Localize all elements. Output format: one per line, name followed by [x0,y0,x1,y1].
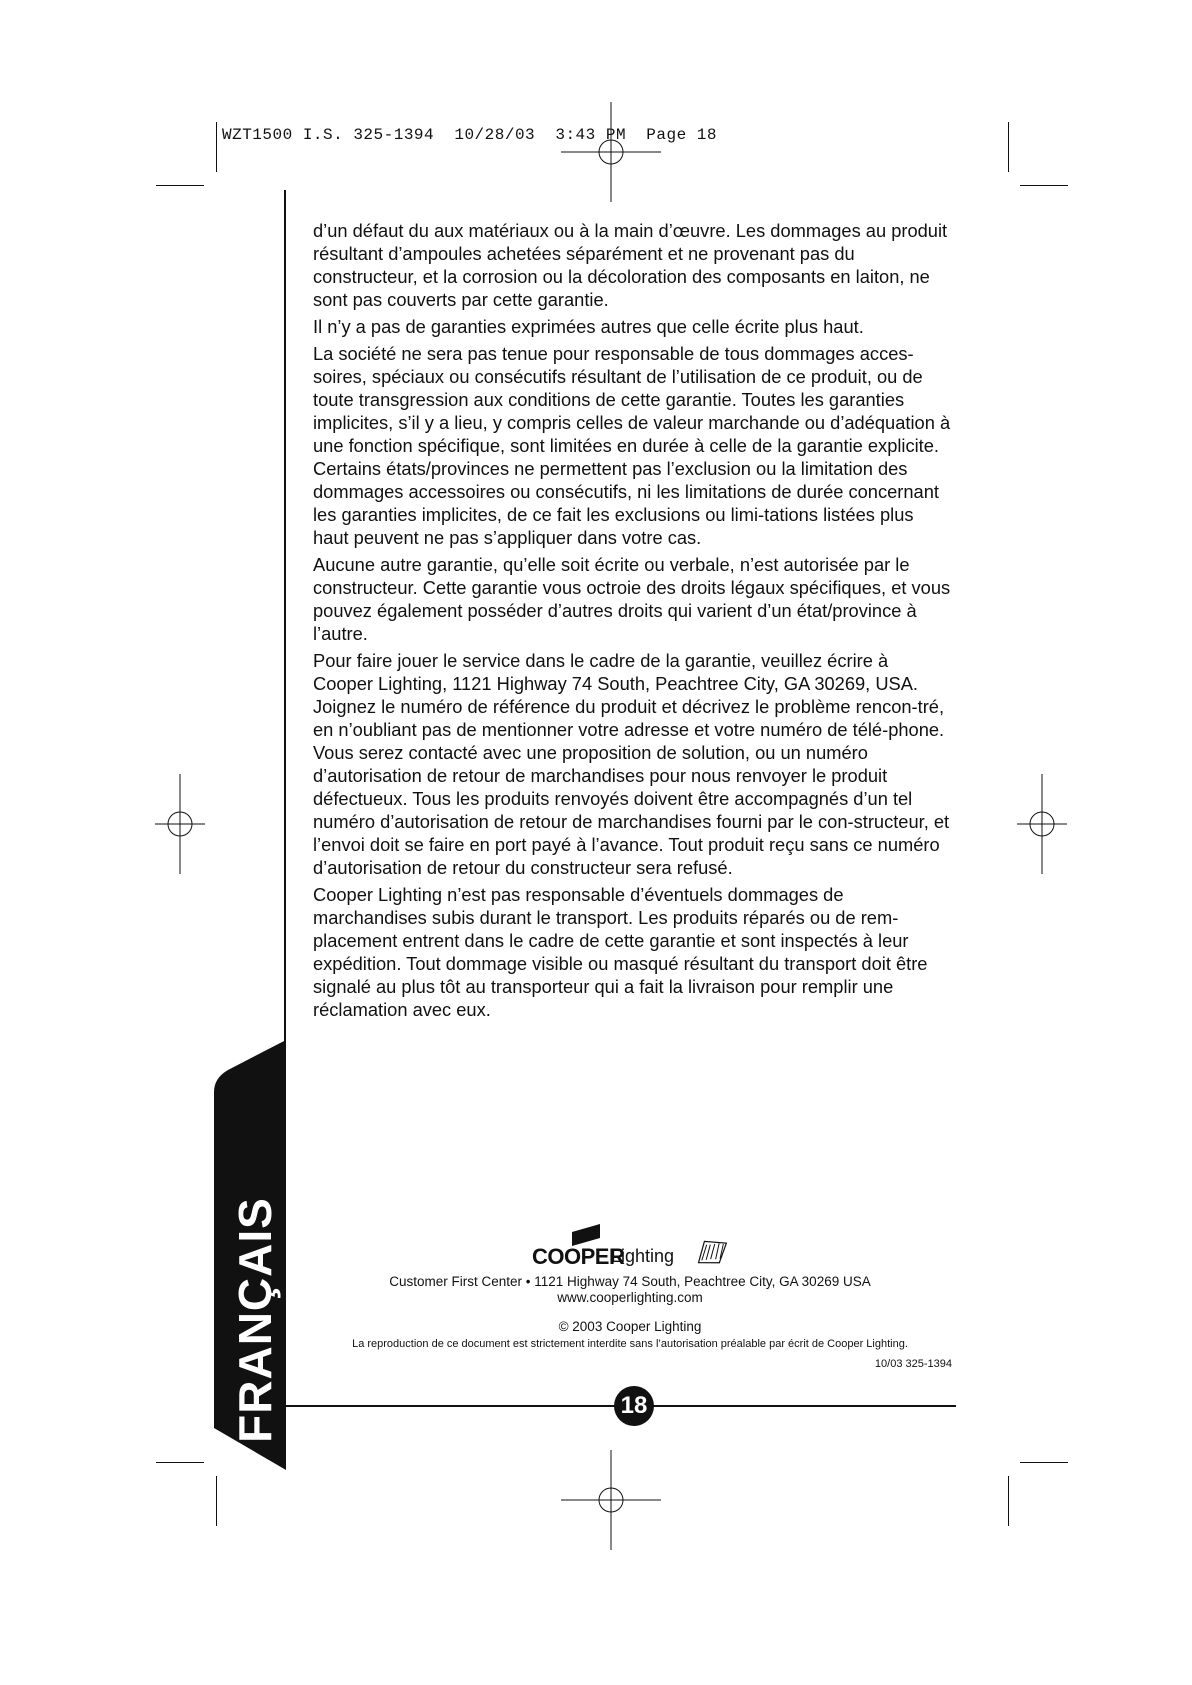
crop-mark [1020,185,1068,186]
paragraph: La société ne sera pas tenue pour responsable de tous dommages acces-soires, spéciaux ou consécutifs résultant de l’utilisation de ce produit, ou de toute transgression aux conditions de cette garantie. Toutes les garanties implicites, s’il y a lieu, y compris celles de valeur marchande ou d’adéquation à une fonction spécifique, sont limitées en durée à celle de la garantie explicite. Certains états/provinces ne permettent pas l’exclusion ou la limitation des dommages accessoires ou consécutifs, ni les limitations de durée concernant les garanties implicites, de ce fait les exclusions ou limi-tations listées plus haut peuvent ne pas s’appliquer dans votre cas. [313,343,951,548]
registration-mark-right [992,774,1092,874]
cooper-lighting-logo [532,1226,747,1270]
crop-mark [156,185,204,186]
registration-mark-bottom [561,1450,661,1550]
logo-mark-icon [566,1224,606,1246]
footer-copyright: © 2003 Cooper Lighting [558,1319,702,1334]
logo-cooper: COOPER [532,1244,625,1269]
registration-mark-left [130,774,230,874]
crop-mark [156,1462,204,1463]
printer-slug: WZT1500 I.S. 325-1394 10/28/03 3:43 PM Page 18 [222,126,717,144]
registration-mark-top [561,102,661,202]
paragraph: Cooper Lighting n’est pas responsable d’éventuels dommages de marchandises subis durant le transport. Les produits réparés ou de rem-placement entrent dans le cadre de cette garantie et sont inspectés à leur expédition. Tout dommage visible ou masqué résultant du transport doit être signalé au plus tôt au transporteur qui a fait la livraison pour remplir une réclamation avec eux. [313,884,928,1020]
crop-mark [216,1476,217,1526]
language-tab-label: FRANÇAIS [229,1197,282,1443]
crop-mark [216,122,217,172]
footer-website: www.cooperlighting.com [557,1290,703,1305]
crop-mark [1008,1476,1009,1526]
crop-mark [1008,122,1009,172]
document-code: 10/03 325-1394 [874,1358,952,1370]
language-tab-label-wrap [214,1040,286,1470]
paragraph: Il n’y a pas de garanties exprimées autres que celle écrite plus haut. [313,316,864,337]
paragraph: Pour faire jouer le service dans le cadre de la garantie, veuillez écrire à Cooper Lighting, 1121 Highway 74 South, Peachtree City, GA 30269, USA. Joignez le numéro de référence du produit et décrivez le problème rencon-tré, en n’oubliant pas de mentionner votre adresse et votre numéro de télé-phone. Vous serez contacté avec une proposition de solution, ou un numéro d’autorisation de retour de marchandises pour nous renvoyer le produit défectueux. Tous les produits renvoyés doivent être accompagnés d’un tel numéro d’autorisation de retour de marchandises fourni par le con-structeur, et l’envoi doit se faire en port payé à l’avance. Tout produit reçu sans ce numéro d’autorisation de retour du constructeur sera refusé. [313,650,950,878]
footer-address: Customer First Center • 1121 Highway 74 South, Peachtree City, GA 30269 USA [389,1274,871,1289]
warranty-text [313,219,953,1025]
logo-lighting: Lighting [611,1246,675,1266]
customer-first-badge [680,1226,738,1270]
paragraph: d’un défaut du aux matériaux ou à la main d’œuvre. Les dommages au produit résultant d’ampoules achetées séparément et ne provenant pas du constructeur, et la corrosion ou la décoloration des composants en laiton, ne sont pas couverts par cette garantie. [313,220,948,310]
crop-mark [1020,1462,1068,1463]
paragraph: Aucune autre garantie, qu’elle soit écrite ou verbale, n’est autorisée par le constructeur. Cette garantie vous octroie des droits légaux spécifiques, et vous pouvez également posséder d’autres droits qui varient d’un état/province à l’autre. [313,554,951,644]
footer-notice: La reproduction de ce document est strictement interdite sans l’autorisation préalable par écrit de Cooper Lighting. [352,1338,908,1350]
page-number: 18 [614,1386,654,1426]
